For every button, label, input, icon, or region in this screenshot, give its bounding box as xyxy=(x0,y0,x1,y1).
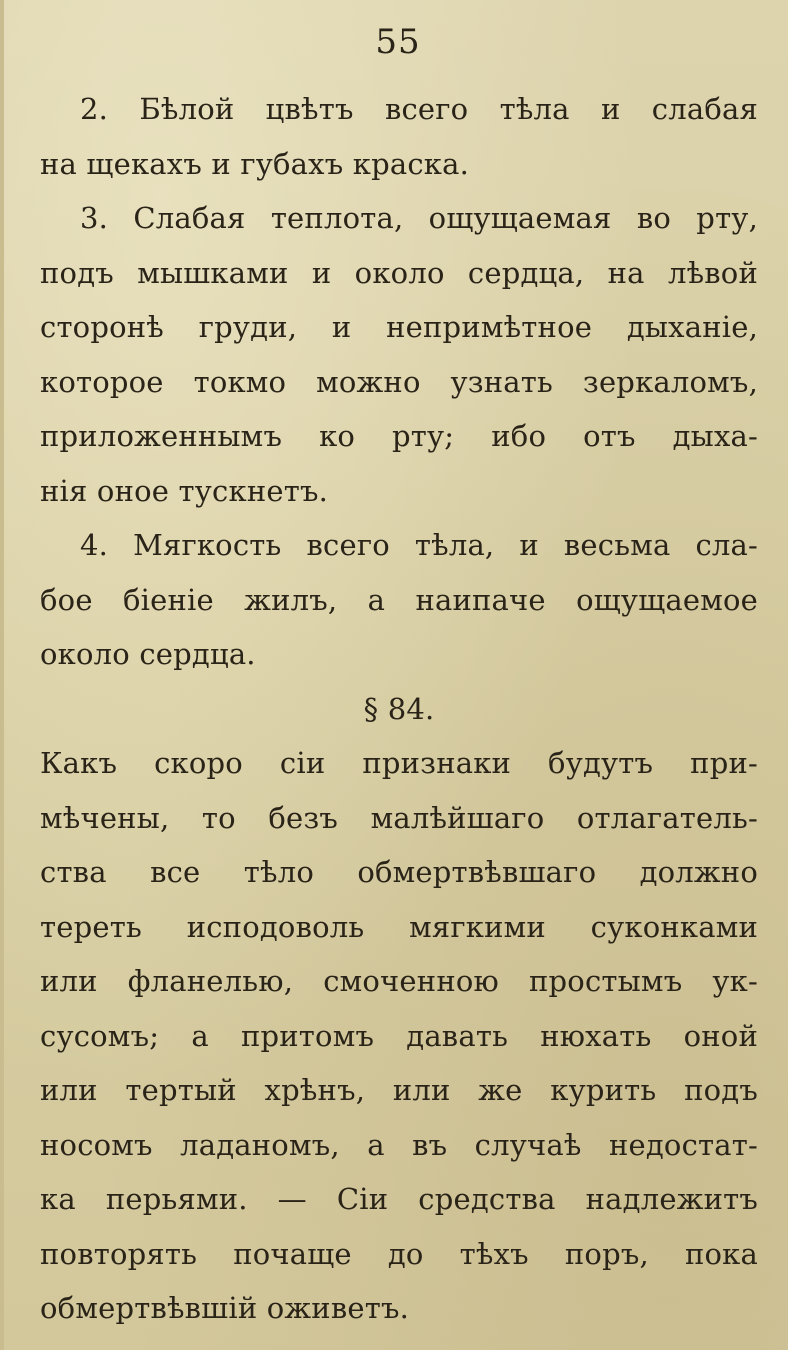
page-text xyxy=(40,82,758,1336)
text-line: носомъ ладаномъ, а въ случаѣ недостат- xyxy=(40,1127,758,1162)
text-line: Какъ скоро сіи признаки будутъ при- xyxy=(40,746,758,780)
text-line: бое біеніе жилъ, а наипаче ощущаемое xyxy=(40,582,758,617)
text-line: нія оное тускнетъ. xyxy=(40,473,329,508)
text-line: подъ мышками и около сердца, на лѣвой xyxy=(40,255,758,290)
text-line: 2. Бѣлой цвѣтъ всего тѣла и слабая xyxy=(80,92,758,126)
text-line: повторять почаще до тѣхъ поръ, пока xyxy=(40,1236,758,1271)
text-line: тереть исподоволь мягкими суконками xyxy=(40,909,758,944)
text-line: ства все тѣло обмертвѣвшаго должно xyxy=(40,855,758,889)
section-heading: § 84. xyxy=(363,691,435,726)
text-line: или фланелью, смоченною простымъ ук- xyxy=(40,964,758,998)
text-line: мѣчены, то безъ малѣйшаго отлагатель- xyxy=(40,800,758,835)
text-line: около сердца. xyxy=(40,637,256,671)
text-line: на щекахъ и губахъ краска. xyxy=(40,146,470,181)
text-line: приложеннымъ ко рту; ибо отъ дыха- xyxy=(40,419,758,453)
text-line: 4. Мягкость всего тѣла, и весьма сла- xyxy=(80,528,758,562)
text-line: 3. Слабая теплота, ощущаемая во рту, xyxy=(80,201,758,235)
text-line: сторонѣ груди, и непримѣтное дыханіе, xyxy=(40,310,758,344)
text-line: или тертый хрѣнъ, или же курить подъ xyxy=(40,1073,758,1107)
text-line: сусомъ; а притомъ давать нюхать оной xyxy=(40,1018,758,1053)
text-line: ка перьями. — Сіи средства надлежитъ xyxy=(40,1182,758,1216)
page-number: 55 xyxy=(375,22,421,62)
text-line: обмертвѣвшій оживетъ. xyxy=(40,1291,410,1325)
text-line: которое токмо можно узнать зеркаломъ, xyxy=(40,364,758,399)
